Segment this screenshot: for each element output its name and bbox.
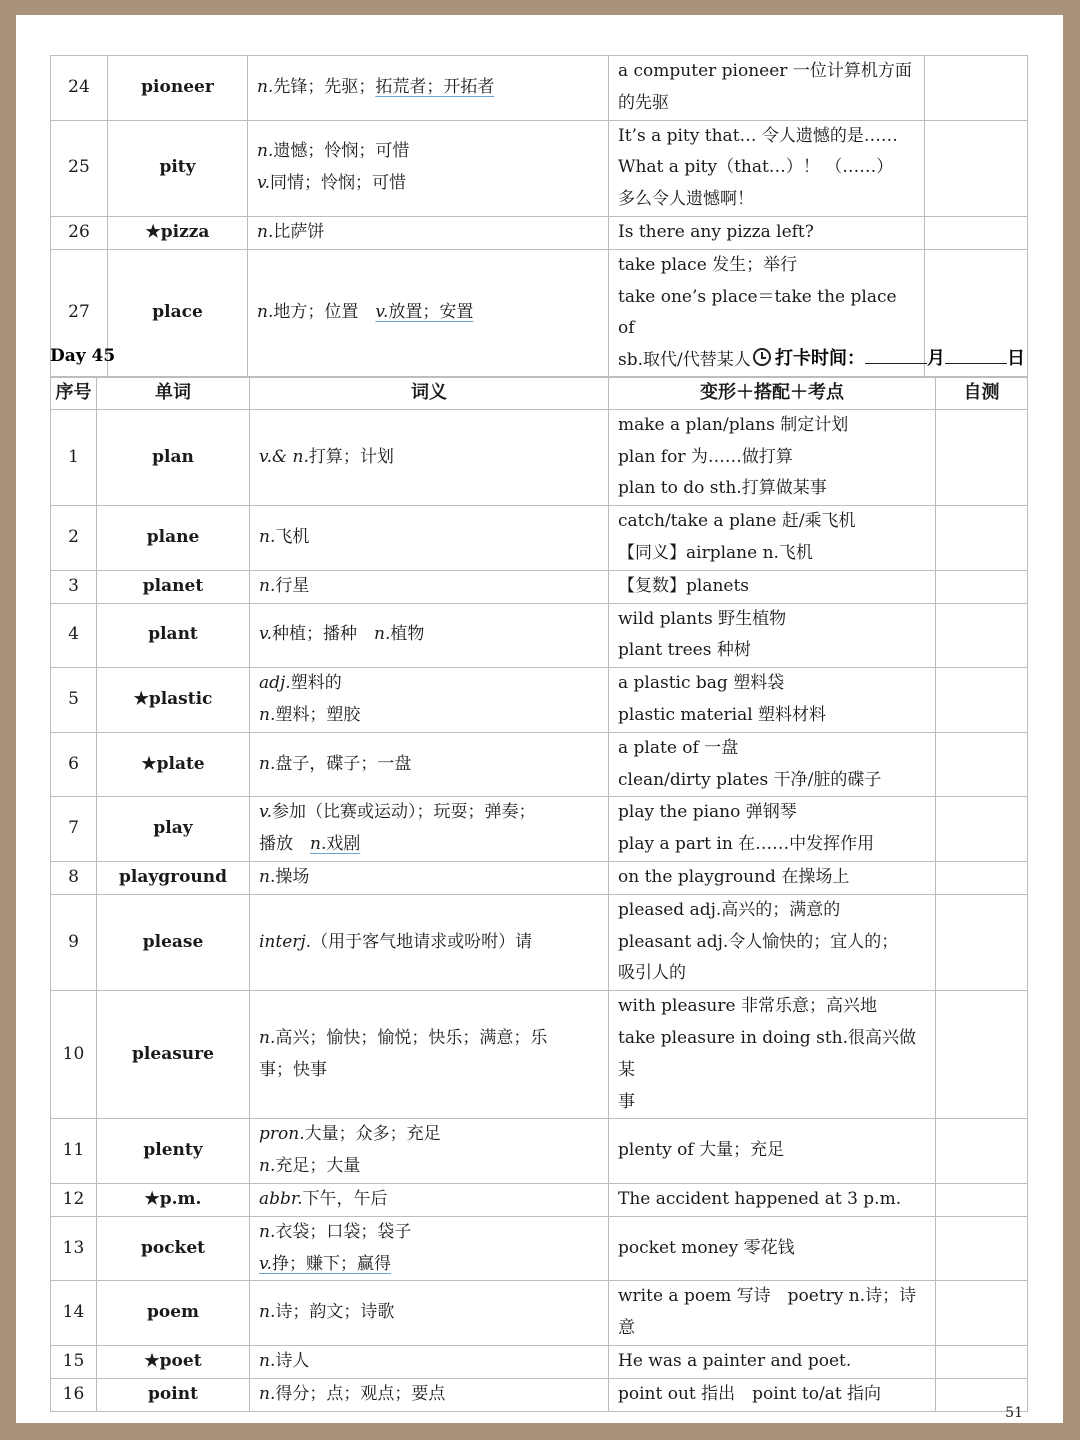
cell-extension (609, 603, 936, 668)
definition-line (259, 522, 602, 554)
definition-line (257, 72, 602, 104)
cell-word: place (108, 249, 248, 377)
cell-word: pocket (97, 1216, 250, 1281)
part-of-speech: n. (257, 302, 274, 323)
definition-line (257, 217, 602, 249)
cell-word: point (97, 1378, 250, 1411)
definition-text: 放置；安置 (388, 302, 474, 323)
cell-definition (250, 1216, 609, 1281)
extension-line: pleased adj.高兴的；满意的 (618, 899, 841, 920)
definition-text: 诗人 (275, 1350, 310, 1371)
extension-line: plan for 为……做打算 (618, 446, 793, 467)
part-of-speech: v. (375, 302, 389, 323)
cell-extension (609, 1345, 936, 1378)
definition-text: 塑料；塑胶 (275, 704, 361, 725)
definition-text: 盘子，碟子；一盘 (275, 753, 412, 774)
cell-number: 13 (51, 1216, 97, 1281)
cell-word: ★plate (97, 732, 250, 797)
extension-line: pocket money 零花钱 (618, 1237, 795, 1258)
day-blank (945, 347, 1007, 364)
extension-line: a plastic bag 塑料袋 (618, 673, 785, 694)
cell-word: planet (97, 570, 250, 603)
cell-word: please (97, 894, 250, 990)
cell-extension (609, 216, 925, 249)
part-of-speech: n. (259, 753, 276, 774)
definition-text: 行星 (275, 575, 310, 596)
definition-line (257, 168, 602, 200)
cell-self-test[interactable] (936, 1345, 1028, 1378)
cell-extension (609, 56, 925, 121)
definition-line (259, 1151, 602, 1183)
part-of-speech: n. (259, 575, 276, 596)
table-row (51, 894, 1028, 990)
table-row (51, 409, 1028, 505)
cell-extension (609, 1119, 936, 1184)
checkin-label: 打卡时间： (775, 348, 865, 369)
table-row (51, 668, 1028, 733)
table-row (51, 732, 1028, 797)
part-of-speech: adj. (259, 673, 291, 694)
definition-line (259, 862, 602, 894)
cell-number: 14 (51, 1281, 97, 1346)
table-row (51, 991, 1028, 1119)
extension-line: play a part in 在……中发挥作用 (618, 834, 875, 855)
definition-text: 事；快事 (259, 1059, 327, 1080)
table-row (51, 216, 1028, 249)
cell-definition (250, 1378, 609, 1411)
definition-text: 参加（比赛或运动）；玩耍；弹奏； (272, 802, 536, 823)
vocab-table-day45 (50, 376, 1028, 1412)
definition-line (259, 700, 602, 732)
cell-word: pity (108, 120, 248, 216)
extension-line: take place 发生；举行 (618, 254, 798, 275)
part-of-speech: n. (259, 1027, 276, 1048)
extension-line: a plate of 一盘 (618, 737, 739, 758)
cell-definition (250, 603, 609, 668)
part-of-speech: n. (257, 76, 274, 97)
cell-definition (250, 1345, 609, 1378)
definition-line (259, 442, 602, 474)
cell-number: 12 (51, 1183, 97, 1216)
cell-self-test[interactable] (936, 991, 1028, 1119)
cell-number: 6 (51, 732, 97, 797)
cell-word: playground (97, 861, 250, 894)
extension-line: 吸引人的 (618, 963, 686, 984)
part-of-speech: n. (259, 1383, 276, 1404)
cell-self-test[interactable] (936, 861, 1028, 894)
cell-extension (609, 1216, 936, 1281)
part-of-speech: n. (259, 866, 276, 887)
cell-number: 5 (51, 668, 97, 733)
part-of-speech: v.& n. (259, 446, 309, 467)
definition-line (259, 927, 602, 959)
cell-word: plan (97, 409, 250, 505)
cell-definition (250, 732, 609, 797)
extension-line: plant trees 种树 (618, 640, 751, 661)
part-of-speech: v. (259, 802, 272, 823)
definition-text: 先锋；先驱； (273, 76, 376, 97)
cell-extension (609, 732, 936, 797)
part-of-speech: n. (257, 221, 274, 242)
definition-line (259, 1249, 602, 1281)
extension-line: make a plan/plans 制定计划 (618, 414, 849, 435)
cell-word: ★plastic (97, 668, 250, 733)
cell-number: 1 (51, 409, 97, 505)
part-of-speech: v. (259, 624, 272, 645)
definition-text: 打算；计划 (308, 446, 394, 467)
cell-definition (250, 991, 609, 1119)
cell-definition (248, 56, 609, 121)
cell-number: 3 (51, 570, 97, 603)
definition-line (259, 571, 602, 603)
cell-number: 8 (51, 861, 97, 894)
cell-self-test[interactable] (936, 894, 1028, 990)
cell-number: 7 (51, 797, 97, 862)
table-header-row (51, 377, 1028, 410)
cell-extension (609, 861, 936, 894)
table-row (51, 603, 1028, 668)
extension-line: 事 (618, 1091, 635, 1112)
cell-word: pioneer (108, 56, 248, 121)
cell-number: 4 (51, 603, 97, 668)
definition-line (259, 1297, 602, 1329)
extension-line: 多么令人遗憾啊！ (618, 189, 754, 210)
cell-extension (609, 894, 936, 990)
extension-line: wild plants 野生植物 (618, 608, 787, 629)
checkin-month: 月 (927, 348, 945, 369)
definition-text: 飞机 (275, 527, 310, 548)
cell-word: ★pizza (108, 216, 248, 249)
part-of-speech: n. (259, 704, 276, 725)
extension-line: plan to do sth.打算做某事 (618, 478, 827, 499)
cell-definition (250, 409, 609, 505)
table-row (51, 1378, 1028, 1411)
definition-line (259, 1379, 602, 1411)
cell-definition (248, 120, 609, 216)
definition-text: 衣袋；口袋；袋子 (275, 1221, 412, 1242)
extension-line: with pleasure 非常乐意；高兴地 (618, 996, 877, 1017)
cell-definition (250, 861, 609, 894)
cell-extension (609, 120, 925, 216)
definition-line (259, 1119, 602, 1151)
part-of-speech: v. (257, 173, 270, 194)
checkin-time (753, 344, 1025, 370)
table-row (51, 1281, 1028, 1346)
cell-extension (609, 797, 936, 862)
part-of-speech: n. (259, 1302, 276, 1323)
definition-line (259, 1184, 602, 1216)
definition-text: 比萨饼 (273, 221, 325, 242)
day-header-line (50, 343, 1027, 371)
definition-text: 同情；怜悯；可惜 (270, 173, 406, 194)
cell-self-test[interactable] (936, 797, 1028, 862)
extension-line: Is there any pizza left? (618, 221, 814, 242)
main-table-frame (50, 376, 1027, 1412)
cell-self-test[interactable] (936, 1281, 1028, 1346)
cell-word: play (97, 797, 250, 862)
definition-text: 戏剧 (326, 834, 361, 855)
cell-self-test[interactable] (936, 732, 1028, 797)
part-of-speech: v. (259, 1253, 272, 1274)
table-row (51, 120, 1028, 216)
part-of-speech: n. (259, 527, 276, 548)
cell-number: 24 (51, 56, 108, 121)
definition-text: 地方；位置 (273, 302, 376, 323)
extension-line: 【同义】airplane n.飞机 (618, 542, 813, 563)
definition-text: 下午，午后 (302, 1188, 388, 1209)
definition-line (259, 1217, 602, 1249)
extension-line: a computer pioneer 一位计算机方面 (618, 61, 912, 81)
cell-self-test[interactable] (925, 120, 1028, 216)
part-of-speech: n. (374, 624, 391, 645)
checkin-day: 日 (1007, 348, 1025, 369)
page (16, 15, 1063, 1423)
extension-line: 意 (618, 1318, 635, 1339)
vocab-table-top (50, 55, 1028, 378)
definition-text: 高兴；愉快；愉悦；快乐；满意；乐 (275, 1027, 548, 1048)
definition-line (259, 1023, 602, 1055)
definition-text: 大量；众多；充足 (304, 1124, 441, 1145)
cell-extension (609, 991, 936, 1119)
table-row (51, 797, 1028, 862)
table-row (51, 56, 1028, 121)
definition-text: 得分；点；观点；要点 (275, 1383, 446, 1404)
header-ext: 变形＋搭配＋考点 (609, 377, 936, 410)
cell-number: 16 (51, 1378, 97, 1411)
part-of-speech: n. (257, 141, 274, 162)
cell-extension (609, 409, 936, 505)
cell-definition (250, 1119, 609, 1184)
extension-line: on the playground 在操场上 (618, 866, 850, 887)
part-of-speech: n. (310, 834, 327, 855)
cell-number: 11 (51, 1119, 97, 1184)
table-row (51, 506, 1028, 571)
definition-text: 操场 (275, 866, 310, 887)
cell-self-test[interactable] (936, 409, 1028, 505)
extension-line: write a poem 写诗 poetry n.诗；诗 (618, 1286, 917, 1307)
cell-number: 25 (51, 120, 108, 216)
cell-self-test[interactable] (936, 1183, 1028, 1216)
definition-text: 塑料的 (290, 673, 342, 694)
cell-number: 2 (51, 506, 97, 571)
definition-text: 充足；大量 (275, 1156, 361, 1177)
page-number: 51 (1005, 1405, 1023, 1421)
cell-self-test[interactable] (936, 603, 1028, 668)
definition-line (259, 829, 602, 861)
part-of-speech: n. (259, 1350, 276, 1371)
extension-line: The accident happened at 3 p.m. (618, 1188, 902, 1209)
extension-line: take pleasure in doing sth.很高兴做某 (618, 1027, 916, 1080)
cell-number: 15 (51, 1345, 97, 1378)
cell-extension (609, 1378, 936, 1411)
extension-line: plenty of 大量；充足 (618, 1140, 785, 1161)
cell-definition (250, 506, 609, 571)
definition-text: 拓荒者；开拓者 (375, 76, 495, 97)
extension-line: plastic material 塑料材料 (618, 704, 827, 725)
cell-number: 10 (51, 991, 97, 1119)
cell-extension (609, 506, 936, 571)
cell-number: 27 (51, 249, 108, 377)
part-of-speech: pron. (259, 1124, 305, 1145)
extension-line: 的先驱 (618, 92, 669, 113)
extension-line: 【复数】planets (618, 575, 750, 596)
cell-word: pleasure (97, 991, 250, 1119)
definition-line (259, 1055, 602, 1087)
extension-line: sb.取代/代替某人 (618, 350, 751, 371)
definition-text: 植物 (390, 624, 425, 645)
extension-line: take one’s place＝take the place of (618, 286, 897, 339)
table-row (51, 1183, 1028, 1216)
extension-line: pleasant adj.令人愉快的；宜人的； (618, 931, 899, 952)
definition-text: 播放 (259, 834, 310, 855)
definition-line (259, 797, 602, 829)
part-of-speech: n. (259, 1221, 276, 1242)
cell-self-test[interactable] (925, 216, 1028, 249)
cell-word: ★poet (97, 1345, 250, 1378)
cell-word: poem (97, 1281, 250, 1346)
cell-extension (609, 668, 936, 733)
extension-line: What a pity（that…）！ （……） (618, 157, 894, 178)
cell-definition (250, 797, 609, 862)
part-of-speech: n. (259, 1156, 276, 1177)
cell-extension (609, 1183, 936, 1216)
cell-word: plenty (97, 1119, 250, 1184)
extension-line: point out 指出 point to/at 指向 (618, 1383, 882, 1404)
part-of-speech: abbr. (259, 1188, 303, 1209)
cell-word: plane (97, 506, 250, 571)
cell-number: 26 (51, 216, 108, 249)
cell-self-test[interactable] (936, 1119, 1028, 1184)
cell-self-test[interactable] (925, 56, 1028, 121)
cell-self-test[interactable] (936, 1216, 1028, 1281)
cell-number: 9 (51, 894, 97, 990)
table-row (51, 1216, 1028, 1281)
cell-word: ★p.m. (97, 1183, 250, 1216)
cell-self-test[interactable] (936, 570, 1028, 603)
extension-line: play the piano 弹钢琴 (618, 802, 797, 823)
table-row (51, 1345, 1028, 1378)
definition-line (257, 297, 602, 329)
definition-line (259, 1346, 602, 1378)
header-test: 自测 (936, 377, 1028, 410)
table-row (51, 1119, 1028, 1184)
definition-line (259, 749, 602, 781)
cell-extension (609, 1281, 936, 1346)
table-row (51, 861, 1028, 894)
header-no: 序号 (51, 377, 97, 410)
cell-definition (250, 570, 609, 603)
definition-text: 种植；播种 (272, 624, 374, 645)
cell-definition (250, 1183, 609, 1216)
cell-extension (609, 570, 936, 603)
cell-self-test[interactable] (936, 668, 1028, 733)
cell-definition (248, 216, 609, 249)
top-table-frame (50, 55, 1027, 378)
definition-text: 遗憾；怜悯；可惜 (273, 141, 410, 162)
extension-line: It’s a pity that… 令人遗憾的是…… (618, 125, 898, 146)
definition-text: 诗；韵文；诗歌 (275, 1302, 395, 1323)
extension-line: He was a painter and poet. (618, 1350, 852, 1371)
definition-text: 挣；赚下；赢得 (272, 1253, 391, 1274)
day-label: Day 45 (50, 346, 116, 366)
table-row (51, 570, 1028, 603)
header-word: 单词 (97, 377, 250, 410)
cell-definition (250, 668, 609, 733)
extension-line: catch/take a plane 赶/乘飞机 (618, 511, 856, 532)
cell-definition (250, 894, 609, 990)
definition-line (259, 668, 602, 700)
month-blank (865, 347, 927, 364)
cell-self-test[interactable] (936, 506, 1028, 571)
cell-definition (250, 1281, 609, 1346)
cell-word: plant (97, 603, 250, 668)
clock-icon (753, 348, 771, 366)
header-def: 词义 (250, 377, 609, 410)
definition-text: （用于客气地请求或吩咐）请 (311, 931, 533, 952)
extension-line: clean/dirty plates 干净/脏的碟子 (618, 769, 882, 790)
definition-line (257, 136, 602, 168)
definition-line (259, 619, 602, 651)
part-of-speech: interj. (259, 931, 312, 952)
